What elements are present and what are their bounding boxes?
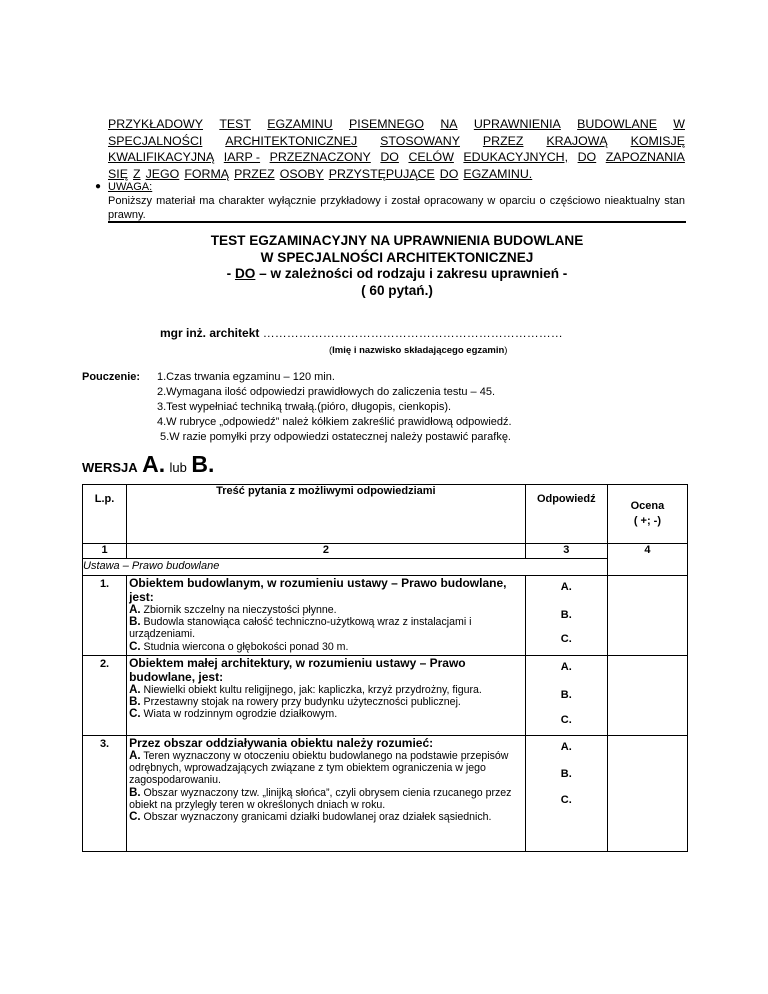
header-word: KWALIFIKACYJNĄ bbox=[108, 150, 215, 164]
question-number: 2. bbox=[83, 656, 127, 736]
header-word: SIĘ bbox=[108, 166, 128, 181]
header-word: DO bbox=[577, 150, 597, 164]
header-word: UPRAWNIENIA bbox=[473, 117, 561, 131]
answer-option bbox=[129, 604, 523, 616]
question-title: Obiektem budowlanym, w rozumieniu ustawy – Prawo budowlane, jest: bbox=[129, 576, 507, 604]
grade-cell[interactable] bbox=[607, 576, 687, 656]
version-selector bbox=[82, 451, 214, 478]
header-word: ZAPOZNANIA bbox=[605, 150, 685, 164]
table-row bbox=[83, 656, 688, 736]
answer-choice-c[interactable]: C. bbox=[560, 633, 572, 645]
answer-option bbox=[129, 811, 523, 823]
caption-paren: ( bbox=[329, 345, 333, 356]
section-empty bbox=[607, 559, 687, 576]
header-text: Ocena bbox=[630, 500, 665, 512]
option-text: Przestawny stojak na rowery przy budynku użyteczności publicznej. bbox=[140, 696, 461, 709]
header-word: DO bbox=[439, 166, 459, 181]
header-word: Z bbox=[132, 166, 141, 181]
table-row bbox=[83, 576, 688, 656]
note-title: UWAGA: bbox=[108, 181, 153, 193]
instruction-item: 2.Wymagana ilość odpowiedzi prawidłowych do zaliczenia testu – 45. bbox=[157, 386, 496, 398]
version-b: B. bbox=[191, 451, 215, 477]
option-key: A. bbox=[129, 684, 141, 696]
warning-note bbox=[95, 180, 685, 222]
header-word: STOSOWANY bbox=[380, 133, 460, 148]
question-content bbox=[127, 736, 526, 852]
divider bbox=[108, 221, 686, 223]
answer-choice-b[interactable]: B. bbox=[560, 609, 572, 621]
title-line: TEST EGZAMINACYJNY NA UPRAWNIENIA BUDOWLANE bbox=[210, 233, 584, 248]
column-number: 2 bbox=[127, 544, 526, 559]
question-title: Przez obszar oddziaływania obiektu należy rozumieć: bbox=[129, 736, 434, 750]
column-number: 1 bbox=[83, 544, 127, 559]
header-word: FORMĄ bbox=[184, 166, 230, 181]
answer-choice-c[interactable]: C. bbox=[560, 714, 572, 726]
answer-cell bbox=[525, 656, 607, 736]
header-word: JEGO bbox=[145, 166, 180, 181]
table-header-row bbox=[83, 485, 688, 544]
option-text: Teren wyznaczony w otoczeniu obiektu budowlanego na podstawie przepisów odrębnych, wprowadzających związane z tym obiektem ograniczenia w jego zagospodarowaniu. bbox=[129, 750, 509, 787]
bullet-icon: ● bbox=[95, 181, 102, 192]
question-number: 3. bbox=[83, 736, 127, 852]
title-line: W SPECJALNOŚCI ARCHITEKTONICZNEJ bbox=[260, 249, 534, 265]
option-key: B. bbox=[129, 616, 141, 629]
header-word: CELÓW bbox=[408, 150, 454, 164]
section-row bbox=[83, 559, 688, 576]
test-title bbox=[108, 233, 686, 299]
header-word: BUDOWLANE bbox=[577, 117, 657, 131]
question-title: Obiektem małej architektury, w rozumieniu ustawy – Prawo budowlane, jest: bbox=[129, 656, 466, 684]
answer-option bbox=[129, 616, 523, 640]
answer-choice-b[interactable]: B. bbox=[560, 768, 572, 780]
header-word: EDUKACYJNYCH, bbox=[463, 150, 569, 164]
answer-option bbox=[129, 641, 523, 653]
header-word: DO bbox=[380, 150, 399, 164]
answer-option bbox=[129, 684, 523, 696]
option-text: Zbiornik szczelny na nieczystości płynne. bbox=[140, 604, 337, 616]
title-line: ( 60 pytań.) bbox=[361, 282, 433, 298]
column-number-row bbox=[83, 544, 688, 559]
signature-label: mgr inż. architekt bbox=[160, 326, 260, 340]
option-text: Wiata w rodzinnym ogrodzie działkowym. bbox=[140, 708, 338, 721]
question-content bbox=[127, 576, 526, 656]
option-key: A. bbox=[129, 604, 141, 616]
table-row bbox=[83, 736, 688, 852]
option-text: Obszar wyznaczony tzw. „linijką słońca”, czyli obrysem cienia rzucanego przez obiekt na przyległy teren w określonych dniach w roku. bbox=[129, 786, 512, 811]
signature-field[interactable]: ………………………………………………………………… bbox=[262, 326, 563, 340]
header-word: PRZEZNACZONY bbox=[269, 150, 371, 164]
header-word: TEST bbox=[219, 117, 251, 131]
answer-choice-b[interactable]: B. bbox=[560, 689, 572, 701]
option-text: Studnia wiercona o głębokości ponad 30 m. bbox=[140, 640, 349, 653]
column-header bbox=[607, 485, 687, 544]
caption-paren: ) bbox=[504, 345, 508, 356]
option-key: C. bbox=[129, 640, 141, 653]
question-number: 1. bbox=[83, 576, 127, 656]
note-text: Poniższy materiał ma charakter wyłącznie przykładowy i został opracowany w oparciu o częściowo nieaktualny stan prawny. bbox=[108, 195, 685, 221]
column-number: 3 bbox=[525, 544, 607, 559]
column-header bbox=[83, 485, 127, 544]
instruction-item: 3.Test wypełniać techniką trwałą.(pióro, długopis, cienkopis). bbox=[157, 401, 452, 413]
version-or: lub bbox=[169, 460, 187, 475]
header-line bbox=[108, 149, 685, 166]
header-word: PRZEZ bbox=[234, 166, 275, 181]
option-key: A. bbox=[129, 750, 141, 762]
answer-choice-c[interactable]: C. bbox=[560, 794, 572, 806]
header-word: SPECJALNOŚCI bbox=[108, 133, 203, 148]
answer-option bbox=[129, 750, 523, 787]
column-number: 4 bbox=[607, 544, 687, 559]
header-word: IARP - bbox=[223, 150, 261, 164]
header-word: PRZYKŁADOWY bbox=[108, 117, 204, 131]
option-text: Niewielki obiekt kultu religijnego, jak: kapliczka, krzyż przydrożny, figura. bbox=[140, 684, 482, 696]
version-a: A. bbox=[142, 451, 166, 477]
answer-choice-a[interactable]: A. bbox=[560, 661, 572, 673]
option-key: C. bbox=[129, 708, 141, 721]
header-word: PRZEZ bbox=[482, 133, 524, 148]
column-header bbox=[525, 485, 607, 544]
header-line bbox=[108, 133, 685, 150]
instruction-item: 5.W razie pomyłki przy odpowiedzi ostatecznej należy postawić parafkę. bbox=[157, 431, 511, 443]
instruction-item: 1.Czas trwania egzaminu – 120 min. bbox=[157, 371, 335, 383]
questions-table bbox=[82, 484, 688, 852]
title-fragment: – w zależności od rodzaju i zakresu uprawnień - bbox=[255, 266, 568, 281]
header-word: NA bbox=[440, 117, 458, 131]
caption-text: Imię i nazwisko składającego egzamin bbox=[332, 345, 505, 356]
instructions-label: Pouczenie: bbox=[82, 371, 141, 383]
version-label: WERSJA bbox=[82, 460, 138, 475]
option-key: B. bbox=[129, 696, 141, 709]
option-key: B. bbox=[129, 786, 141, 799]
header-word: KRAJOWĄ bbox=[546, 133, 608, 148]
answer-option bbox=[129, 696, 523, 708]
header-word: KOMISJĘ bbox=[630, 133, 685, 148]
grade-cell[interactable] bbox=[607, 736, 687, 852]
section-title: Ustawa – Prawo budowlane bbox=[83, 559, 608, 576]
option-key: C. bbox=[129, 811, 141, 824]
header-word: ARCHITEKTONICZNEJ bbox=[225, 133, 358, 148]
header-word: W bbox=[673, 117, 685, 131]
option-text: Budowla stanowiąca całość techniczno-użytkową wraz z instalacjami i urządzeniami. bbox=[129, 616, 472, 641]
header-word: PISEMNEGO bbox=[348, 117, 425, 131]
title-fragment: - bbox=[226, 266, 235, 281]
header-word: PRZYSTĘPUJĄCE bbox=[328, 166, 435, 181]
signature-line bbox=[160, 326, 563, 340]
answer-cell bbox=[525, 736, 607, 852]
option-text: Obszar wyznaczony granicami działki budowlanej oraz działek sąsiednich. bbox=[140, 811, 492, 824]
header-word: EGZAMINU bbox=[267, 117, 333, 131]
column-header bbox=[127, 485, 526, 544]
document-header bbox=[108, 116, 685, 182]
signature-caption bbox=[329, 345, 507, 356]
header-text: Treść pytania z możliwymi odpowiedziami bbox=[216, 485, 436, 497]
answer-cell bbox=[525, 576, 607, 656]
answer-option bbox=[129, 787, 523, 811]
grade-cell[interactable] bbox=[607, 656, 687, 736]
question-content bbox=[127, 656, 526, 736]
instruction-item: 4.W rubryce „odpowiedź” należ kółkiem zakreślić prawidłową odpowiedź. bbox=[157, 416, 512, 428]
header-text: Odpowiedź bbox=[536, 493, 596, 505]
header-line bbox=[108, 116, 685, 133]
title-line bbox=[108, 266, 686, 283]
header-text: L.p. bbox=[94, 493, 115, 505]
answer-choice-a[interactable]: A. bbox=[560, 581, 572, 593]
title-fragment: DO bbox=[234, 266, 256, 281]
answer-option bbox=[129, 708, 523, 720]
answer-choice-a[interactable]: A. bbox=[560, 741, 572, 753]
header-text: ( +; -) bbox=[633, 515, 662, 527]
header-word: OSOBY bbox=[279, 166, 324, 181]
header-word: EGZAMINU. bbox=[463, 166, 533, 181]
